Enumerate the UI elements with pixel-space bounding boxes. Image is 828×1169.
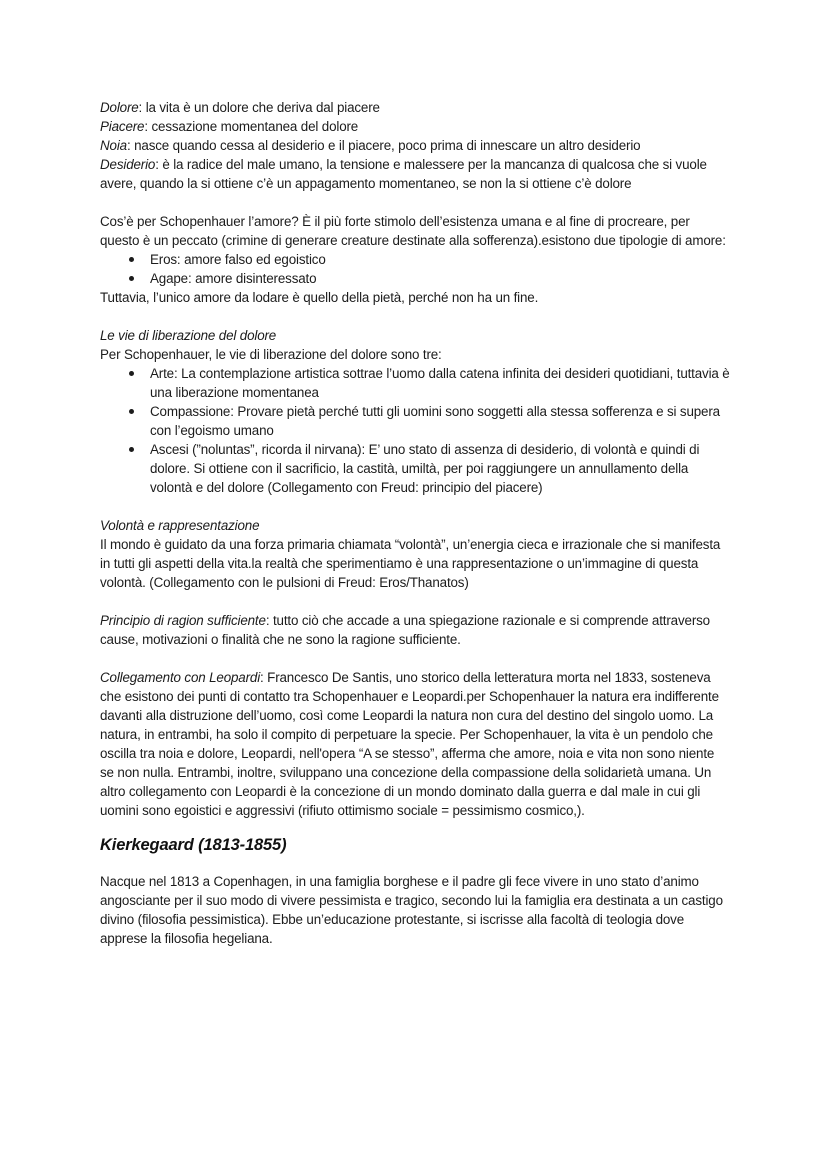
term: Collegamento con Leopardi <box>100 670 261 685</box>
amore-conclusion: Tuttavia, l’unico amore da lodare è quello della pietà, perché non ha un fine. <box>100 290 539 305</box>
definition-noia: Noia: nasce quando cessa al desiderio e il piacere, poco prima di innescare un altro desiderio <box>100 138 641 153</box>
term: Noia <box>100 138 127 153</box>
liberazione-list <box>100 364 730 497</box>
leopardi-paragraph: Collegamento con Leopardi: Francesco De Santis, uno storico della letteratura morta nel 1833, sosteneva che esistono dei punti di contatto tra Schopenhauer e Leopardi.per Schopenhauer la natura era indifferente davanti alla distruzione dell’uomo, così come Leopardi la natura non cura del destino del singolo uomo. La natura, in entrambi, ha solo il compito di perpetuare la specie. Per Schopenhauer, la vita è un pendolo che oscilla tra noia e dolore, Leopardi, nell'opera “A se stesso”, afferma che amore, noia e vita non sono niente se non nulla. Entrambi, inoltre, sviluppano una concezione della compassione della solidarietà umana. Un altro collegamento con Leopardi è la concezione di un mondo dominato dalla guerra e dal male in cui gli uomini sono egoistici e aggressivi (rifiuto ottimismo sociale = pessimismo cosmico,). <box>100 670 719 818</box>
amore-intro: Cos’è per Schopenhauer l’amore? È il più forte stimolo dell’esistenza umana e al fine di procreare, per questo è un peccato (crimine di generare creature destinate alla sofferenza).esistono due tipologie di amore: <box>100 214 726 248</box>
list-item: Arte: La contemplazione artistica sottrae l’uomo dalla catena infinita dei desideri quotidiani, tuttavia è una liberazione momentanea <box>100 364 730 402</box>
term: Dolore <box>100 100 139 115</box>
section-title-liberazione: Le vie di liberazione del dolore <box>100 328 277 343</box>
term: Principio di ragion sufficiente <box>100 613 266 628</box>
list-item: Ascesi (”noluntas”, ricorda il nirvana): E’ uno stato di assenza di desiderio, di volontà e quindi di dolore. Si ottiene con il sacrificio, la castità, umiltà, per poi raggiungere un annullamento della volontà e del dolore (Collegamento con Freud: principio del piacere) <box>100 440 730 497</box>
ragione-paragraph: Principio di ragion sufficiente: tutto ciò che accade a una spiegazione razionale e si comprende attraverso cause, motivazioni o finalità che ne sono la ragione sufficiente. <box>100 613 710 647</box>
document-page <box>100 98 730 948</box>
definition-desiderio: Desiderio: è la radice del male umano, la tensione e malessere per la mancanza di qualcosa che si vuole avere, quando la si ottiene c’è un appagamento momentaneo, se non la si ottiene c’è dolore <box>100 157 707 191</box>
definition-piacere: Piacere: cessazione momentanea del dolore <box>100 119 359 134</box>
kierkegaard-text: Nacque nel 1813 a Copenhagen, in una famiglia borghese e il padre gli fece vivere in uno stato d’animo angosciante per il suo modo di vivere pessimista e tragico, secondo lui la famiglia era destinata a un castigo divino (filosofia pessimistica). Ebbe un’educazione protestante, si iscrisse alla facoltà di teologia dove apprese la filosofia hegeliana. <box>100 874 723 946</box>
heading-kierkegaard: Kierkegaard (1813-1855) <box>100 836 287 854</box>
list-item: Compassione: Provare pietà perché tutti gli uomini sono soggetti alla stessa sofferenza e si supera con l’egoismo umano <box>100 402 730 440</box>
definition-dolore: Dolore: la vita è un dolore che deriva dal piacere <box>100 100 380 115</box>
section-title-volonta: Volontà e rappresentazione <box>100 518 260 533</box>
amore-types-list <box>100 250 730 288</box>
volonta-text: Il mondo è guidato da una forza primaria chiamata “volontà”, un’energia cieca e irrazionale che si manifesta in tutti gli aspetti della vita.la realtà che sperimentiamo è una rappresentazione o un’immagine di questa volontà. (Collegamento con le pulsioni di Freud: Eros/Thanatos) <box>100 537 721 590</box>
liberazione-intro: Per Schopenhauer, le vie di liberazione del dolore sono tre: <box>100 347 442 362</box>
term: Piacere <box>100 119 145 134</box>
list-item: Agape: amore disinteressato <box>100 269 730 288</box>
term: Desiderio <box>100 157 156 172</box>
list-item: Eros: amore falso ed egoistico <box>100 250 730 269</box>
